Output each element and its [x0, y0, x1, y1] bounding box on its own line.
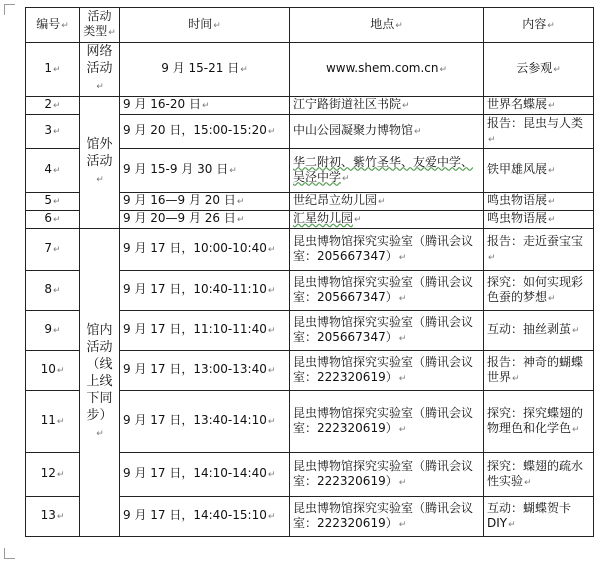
cell-number: 9↵ [26, 311, 80, 351]
cell-place: 昆虫博物馆探究实验室（腾讯会议室：222320619）↵ [290, 497, 484, 537]
header-time: 时间↵ [120, 8, 290, 43]
cell-time: 9 月 17 日，13:00-13:40↵ [120, 351, 290, 391]
cell-content: 报告：神奇的蝴蝶世界↵ [484, 351, 594, 391]
header-number: 编号↵ [26, 8, 80, 43]
activity-schedule-table [25, 7, 594, 537]
table-row [26, 43, 594, 97]
cell-place: www.shem.com.cn↵ [290, 43, 484, 97]
cell-place: 昆虫博物馆探究实验室（腾讯会议室：205667347）↵ [290, 311, 484, 351]
cell-place: 华二附初、紫竹圣华、友爱中学、吴泾中学↵ [290, 149, 484, 193]
cell-time: 9 月 17 日，14:10-14:40↵ [120, 453, 290, 497]
cell-number: 2↵ [26, 97, 80, 115]
cell-content: 互动：抽丝剥茧↵ [484, 311, 594, 351]
cell-number: 1↵ [26, 43, 80, 97]
cell-time: 9 月 16-20 日↵ [120, 97, 290, 115]
cell-number: 13↵ [26, 497, 80, 537]
cell-number: 4↵ [26, 149, 80, 193]
cell-number: 5↵ [26, 193, 80, 211]
cell-number: 7↵ [26, 229, 80, 271]
cell-place: 中山公园凝聚力博物馆↵ [290, 115, 484, 149]
cell-content: 探究：蝶翅的疏水性实验↵ [484, 453, 594, 497]
page-corner-mark [4, 548, 15, 559]
cell-place: 昆虫博物馆探究实验室（腾讯会议室：205667347）↵ [290, 271, 484, 311]
cell-place: 汇星幼儿园↵ [290, 211, 484, 229]
cell-time: 9 月 16—9 月 20 日↵ [120, 193, 290, 211]
cell-content: 探究：探究蝶翅的物理色和化学色↵ [484, 391, 594, 453]
cell-place: 世纪昂立幼儿园↵ [290, 193, 484, 211]
cell-type-inside: 馆内活动（线上线下同步）↵ [80, 229, 120, 537]
page-corner-mark [4, 4, 15, 15]
cell-place: 昆虫博物馆探究实验室（腾讯会议室：222320619）↵ [290, 453, 484, 497]
cell-type-online: 网络活动↵ [80, 43, 120, 97]
cell-place: 昆虫博物馆探究实验室（腾讯会议室：222320619）↵ [290, 351, 484, 391]
cell-type-outside: 馆外活动↵ [80, 97, 120, 229]
cell-time: 9 月 17 日，13:40-14:10↵ [120, 391, 290, 453]
table-row [26, 229, 594, 271]
cell-content: 铁甲雄风展↵ [484, 149, 594, 193]
cell-time: 9 月 20 日，15:00-15:20↵ [120, 115, 290, 149]
cell-number: 8↵ [26, 271, 80, 311]
cell-number: 11↵ [26, 391, 80, 453]
cell-place: 昆虫博物馆探究实验室（腾讯会议室：222320619）↵ [290, 391, 484, 453]
cell-number: 10↵ [26, 351, 80, 391]
cell-time: 9 月 20—9 月 26 日↵ [120, 211, 290, 229]
cell-content: 云参观↵ [484, 43, 594, 97]
cell-place: 昆虫博物馆探究实验室（腾讯会议室：205667347）↵ [290, 229, 484, 271]
cell-time: 9 月 17 日，10:00-10:40↵ [120, 229, 290, 271]
cell-number: 12↵ [26, 453, 80, 497]
header-type: 活动类型↵ [80, 8, 120, 43]
cell-content: 报告：昆虫与人类↵ [484, 115, 594, 149]
cell-content: 世界名蝶展↵ [484, 97, 594, 115]
cell-number: 3↵ [26, 115, 80, 149]
cell-content: 鸣虫物语展↵ [484, 211, 594, 229]
cell-time: 9 月 15-9 月 30 日↵ [120, 149, 290, 193]
cell-content: 鸣虫物语展↵ [484, 193, 594, 211]
cell-time: 9 月 17 日，10:40-11:10↵ [120, 271, 290, 311]
cell-time: 9 月 15-21 日↵ [120, 43, 290, 97]
cell-content: 探究：如何实现彩色蚕的梦想↵ [484, 271, 594, 311]
cell-time: 9 月 17 日，11:10-11:40↵ [120, 311, 290, 351]
cell-place: 江宁路街道社区书院↵ [290, 97, 484, 115]
header-place: 地点↵ [290, 8, 484, 43]
table-header-row [26, 8, 594, 43]
table-row [26, 97, 594, 115]
cell-number: 6↵ [26, 211, 80, 229]
cell-content: 互动：蝴蝶贺卡DIY↵ [484, 497, 594, 537]
header-content: 内容↵ [484, 8, 594, 43]
cell-content: 报告：走近蚕宝宝↵ [484, 229, 594, 271]
cell-time: 9 月 17 日，14:40-15:10↵ [120, 497, 290, 537]
